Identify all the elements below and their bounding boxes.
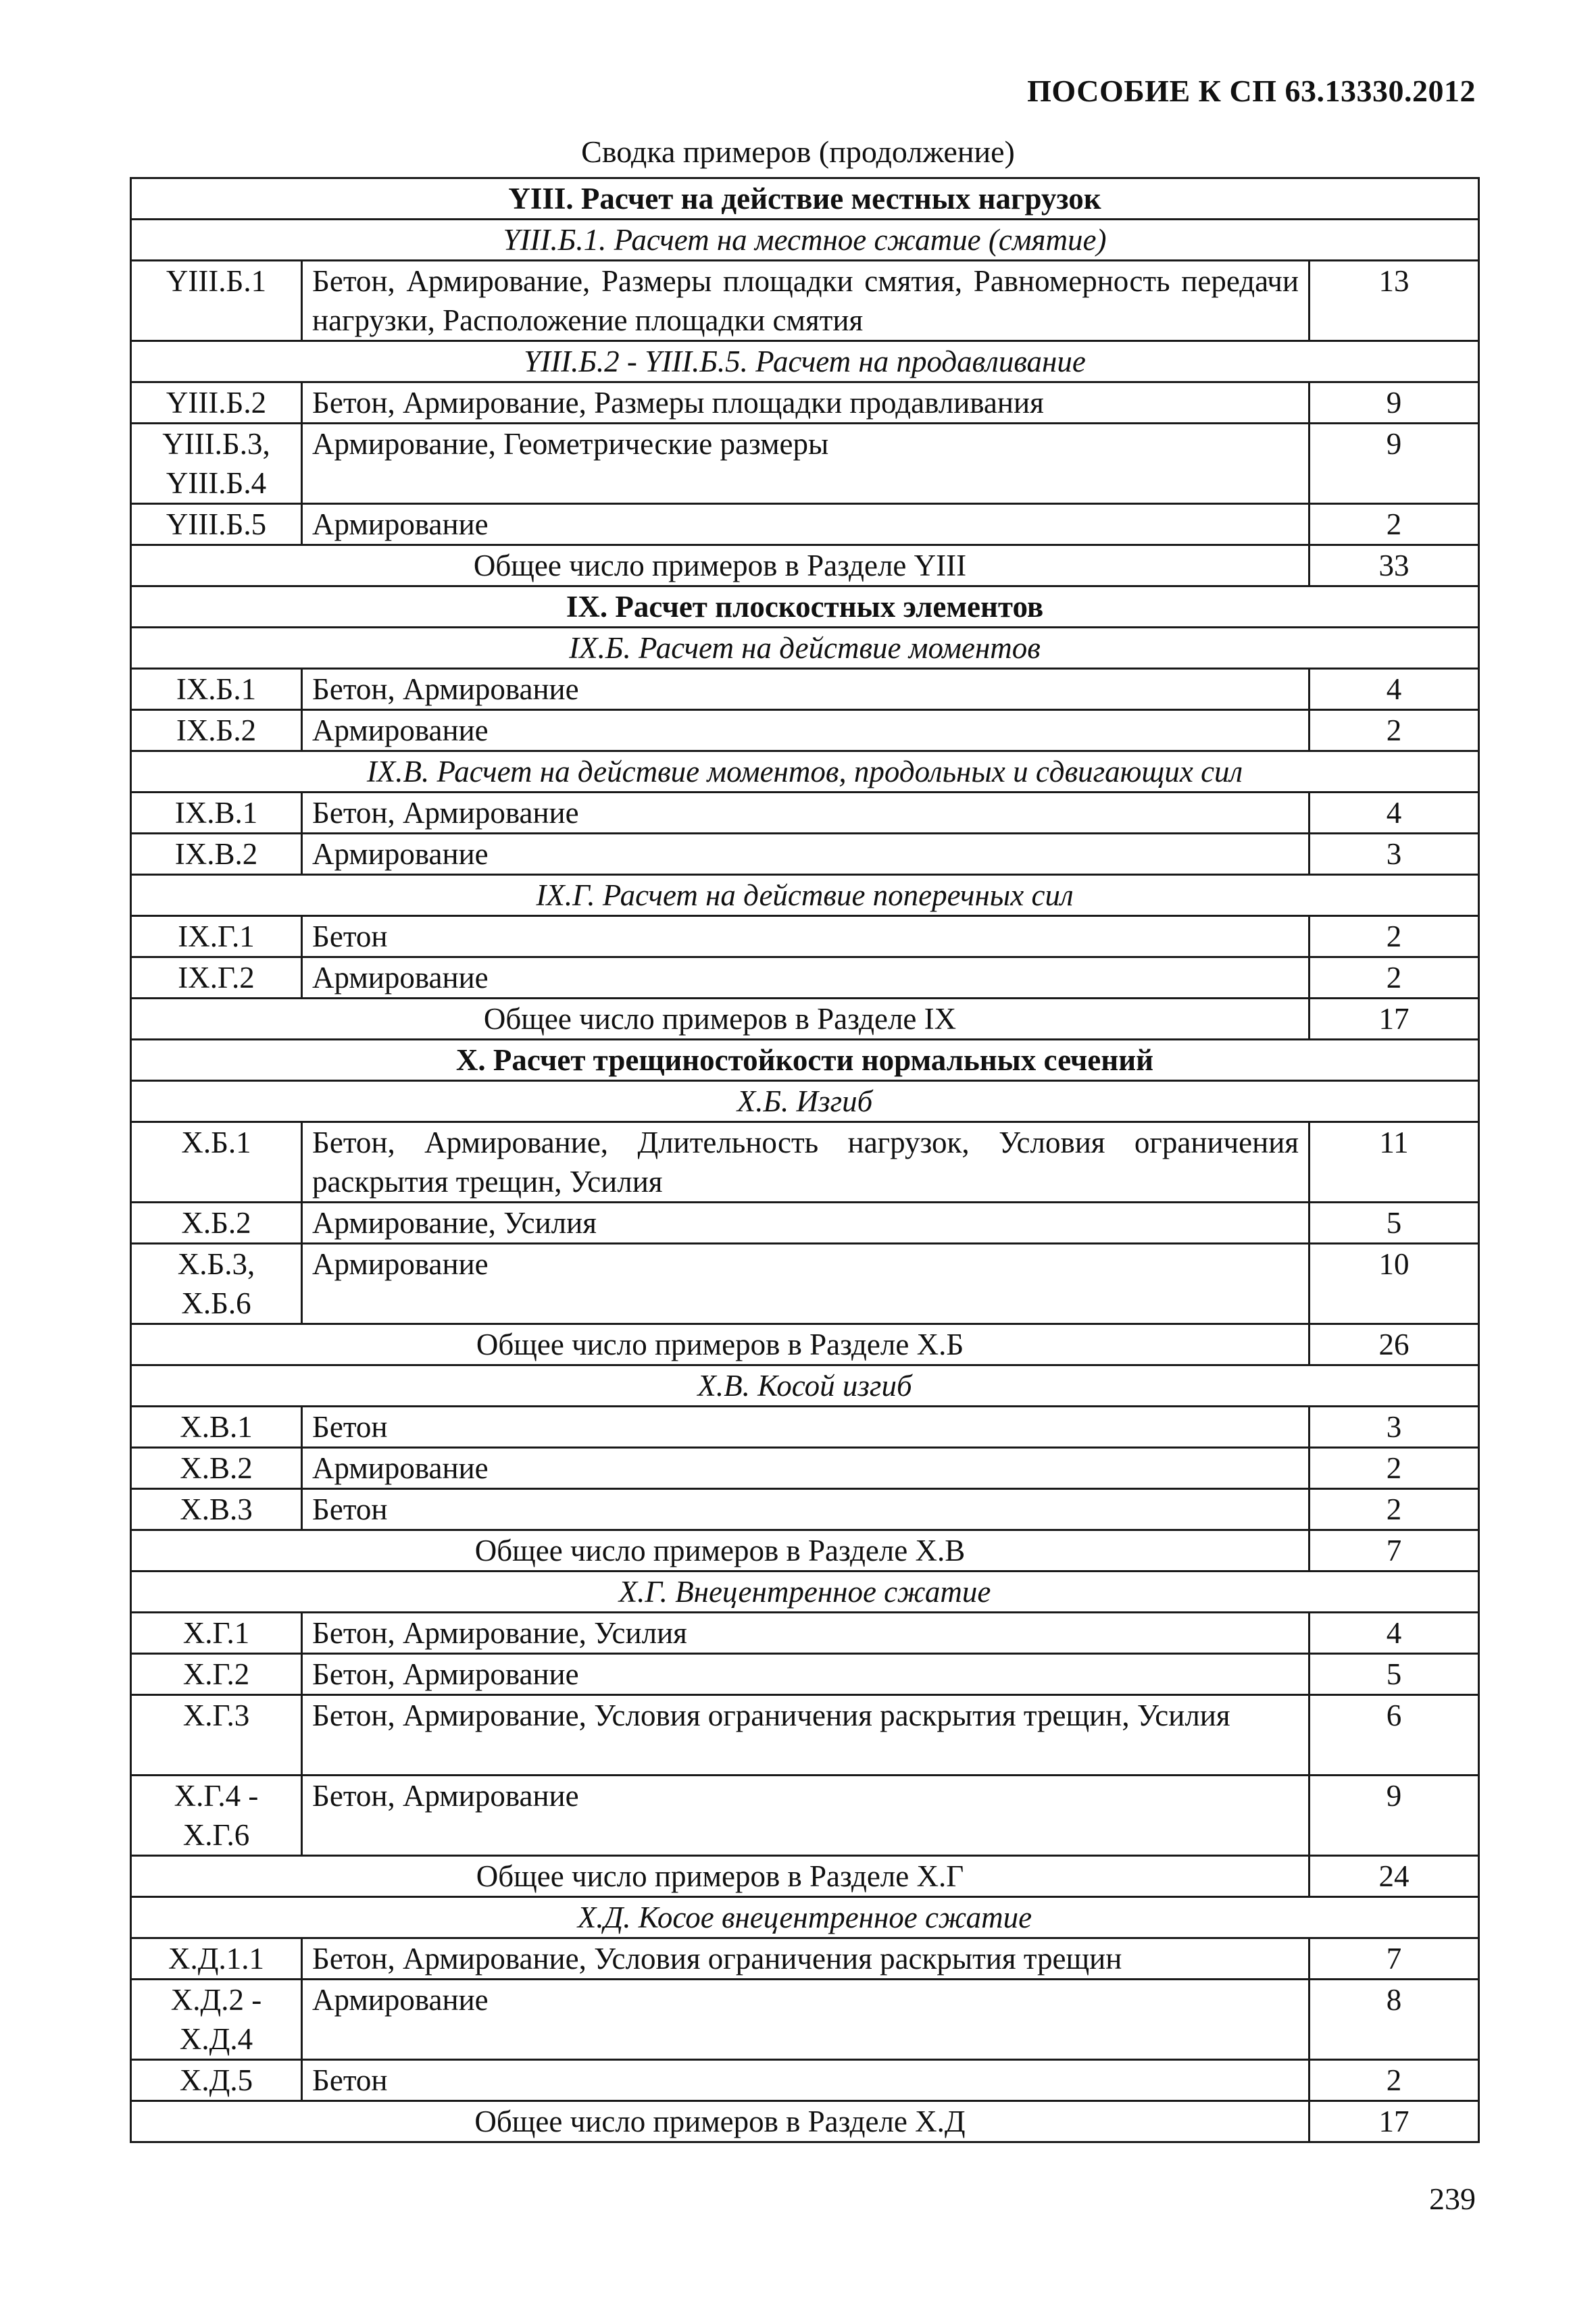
example-count: 9 — [1310, 424, 1479, 504]
example-description: Армирование, Усилия — [302, 1203, 1310, 1244]
example-description: Бетон, Армирование — [302, 1654, 1310, 1695]
example-row — [131, 504, 1479, 545]
example-row — [131, 1203, 1479, 1244]
example-count: 10 — [1310, 1244, 1479, 1324]
section-total-count: 24 — [1310, 1856, 1479, 1897]
example-row — [131, 1695, 1479, 1776]
example-description: Бетон, Армирование, Размеры площадки продавливания — [302, 382, 1310, 424]
example-count: 2 — [1310, 504, 1479, 545]
example-code: IX.Г.2 — [131, 957, 302, 999]
section-total-count: 33 — [1310, 545, 1479, 586]
section-heading: X. Расчет трещиностойкости нормальных сечений — [131, 1040, 1479, 1081]
example-count: 7 — [1310, 1938, 1479, 1980]
subsection-heading: IX.Г. Расчет на действие поперечных сил — [131, 875, 1479, 916]
example-code: X.Г.2 — [131, 1654, 302, 1695]
example-code: X.Д.5 — [131, 2060, 302, 2101]
example-description: Армирование — [302, 1980, 1310, 2060]
example-count: 4 — [1310, 1613, 1479, 1654]
subsection-heading: YIII.Б.2 - YIII.Б.5. Расчет на продавливание — [131, 341, 1479, 382]
example-row — [131, 2060, 1479, 2101]
subsection-heading-row — [131, 1081, 1479, 1122]
section-total-count: 17 — [1310, 2101, 1479, 2142]
example-row — [131, 261, 1479, 341]
example-code: IX.В.1 — [131, 793, 302, 834]
subsection-heading: X.В. Косой изгиб — [131, 1365, 1479, 1407]
example-count: 9 — [1310, 382, 1479, 424]
example-count: 2 — [1310, 916, 1479, 957]
example-count: 11 — [1310, 1122, 1479, 1203]
section-total-count: 26 — [1310, 1324, 1479, 1365]
example-row — [131, 424, 1479, 504]
example-row — [131, 1654, 1479, 1695]
example-code: YIII.Б.3, YIII.Б.4 — [131, 424, 302, 504]
section-total-label: Общее число примеров в Разделе IX — [131, 999, 1310, 1040]
examples-summary-table — [130, 177, 1480, 2143]
section-total-row — [131, 2101, 1479, 2142]
section-total-row — [131, 999, 1479, 1040]
example-code: X.Д.1.1 — [131, 1938, 302, 1980]
section-total-count: 7 — [1310, 1530, 1479, 1571]
example-count: 3 — [1310, 1407, 1479, 1448]
example-code: X.Г.1 — [131, 1613, 302, 1654]
example-description: Бетон — [302, 916, 1310, 957]
example-count: 4 — [1310, 793, 1479, 834]
section-heading-row — [131, 586, 1479, 628]
example-code: IX.В.2 — [131, 834, 302, 875]
example-description: Бетон, Армирование, Размеры площадки смятия, Равномерность передачи нагрузки, Расположение площадки смятия — [302, 261, 1310, 341]
example-count: 2 — [1310, 710, 1479, 751]
subsection-heading-row — [131, 220, 1479, 261]
example-code: IX.Б.2 — [131, 710, 302, 751]
example-description: Бетон — [302, 2060, 1310, 2101]
section-total-row — [131, 1324, 1479, 1365]
example-description: Армирование — [302, 1244, 1310, 1324]
example-row — [131, 957, 1479, 999]
example-code: X.Б.3, X.Б.6 — [131, 1244, 302, 1324]
example-count: 8 — [1310, 1980, 1479, 2060]
section-total-label: Общее число примеров в Разделе X.Г — [131, 1856, 1310, 1897]
table-body — [131, 178, 1479, 2142]
example-row — [131, 834, 1479, 875]
example-description: Бетон, Армирование, Условия ограничения раскрытия трещин — [302, 1938, 1310, 1980]
example-row — [131, 1776, 1479, 1856]
example-code: YIII.Б.5 — [131, 504, 302, 545]
section-total-row — [131, 545, 1479, 586]
example-description: Бетон, Армирование — [302, 1776, 1310, 1856]
example-description: Армирование — [302, 710, 1310, 751]
section-total-label: Общее число примеров в Разделе X.Б — [131, 1324, 1310, 1365]
example-count: 5 — [1310, 1203, 1479, 1244]
example-description: Армирование — [302, 504, 1310, 545]
example-code: X.Д.2 - X.Д.4 — [131, 1980, 302, 2060]
subsection-heading: X.Г. Внецентренное сжатие — [131, 1571, 1479, 1613]
example-count: 2 — [1310, 957, 1479, 999]
example-description: Бетон, Армирование — [302, 669, 1310, 710]
example-description: Бетон, Армирование, Условия ограничения раскрытия трещин, Усилия — [302, 1695, 1310, 1776]
subsection-heading: YIII.Б.1. Расчет на местное сжатие (смятие) — [131, 220, 1479, 261]
example-code: X.В.2 — [131, 1448, 302, 1489]
example-row — [131, 1244, 1479, 1324]
subsection-heading-row — [131, 1571, 1479, 1613]
example-code: X.Б.1 — [131, 1122, 302, 1203]
example-count: 6 — [1310, 1695, 1479, 1776]
example-description: Армирование — [302, 957, 1310, 999]
subsection-heading-row — [131, 1365, 1479, 1407]
example-count: 9 — [1310, 1776, 1479, 1856]
example-code: X.В.1 — [131, 1407, 302, 1448]
subsection-heading-row — [131, 341, 1479, 382]
section-total-label: Общее число примеров в Разделе YIII — [131, 545, 1310, 586]
document-header: ПОСОБИЕ К СП 63.13330.2012 — [1027, 74, 1476, 108]
example-description: Армирование — [302, 1448, 1310, 1489]
example-code: X.Г.3 — [131, 1695, 302, 1776]
example-count: 2 — [1310, 1489, 1479, 1530]
example-row — [131, 1613, 1479, 1654]
example-count: 4 — [1310, 669, 1479, 710]
example-description: Бетон, Армирование — [302, 793, 1310, 834]
example-count: 3 — [1310, 834, 1479, 875]
subsection-heading: IX.В. Расчет на действие моментов, продольных и сдвигающих сил — [131, 751, 1479, 793]
section-heading: YIII. Расчет на действие местных нагрузок — [131, 178, 1479, 220]
example-description: Армирование — [302, 834, 1310, 875]
example-count: 2 — [1310, 1448, 1479, 1489]
example-description: Бетон — [302, 1407, 1310, 1448]
section-total-label: Общее число примеров в Разделе X.В — [131, 1530, 1310, 1571]
section-total-count: 17 — [1310, 999, 1479, 1040]
example-count: 13 — [1310, 261, 1479, 341]
example-code: X.В.3 — [131, 1489, 302, 1530]
subsection-heading-row — [131, 1897, 1479, 1938]
example-row — [131, 916, 1479, 957]
section-heading: IX. Расчет плоскостных элементов — [131, 586, 1479, 628]
example-code: X.Г.4 - X.Г.6 — [131, 1776, 302, 1856]
table-caption: Сводка примеров (продолжение) — [581, 134, 1015, 169]
example-row — [131, 1980, 1479, 2060]
example-description: Армирование, Геометрические размеры — [302, 424, 1310, 504]
section-heading-row — [131, 178, 1479, 220]
example-row — [131, 382, 1479, 424]
section-total-label: Общее число примеров в Разделе X.Д — [131, 2101, 1310, 2142]
example-description: Бетон, Армирование, Длительность нагрузок, Условия ограничения раскрытия трещин, Усилия — [302, 1122, 1310, 1203]
page-number: 239 — [1429, 2182, 1476, 2216]
example-row — [131, 710, 1479, 751]
example-description: Бетон — [302, 1489, 1310, 1530]
example-row — [131, 1489, 1479, 1530]
example-code: X.Б.2 — [131, 1203, 302, 1244]
subsection-heading: X.Д. Косое внецентренное сжатие — [131, 1897, 1479, 1938]
example-row — [131, 793, 1479, 834]
subsection-heading: X.Б. Изгиб — [131, 1081, 1479, 1122]
example-count: 5 — [1310, 1654, 1479, 1695]
example-code: IX.Б.1 — [131, 669, 302, 710]
subsection-heading-row — [131, 628, 1479, 669]
example-row — [131, 669, 1479, 710]
example-row — [131, 1407, 1479, 1448]
example-row — [131, 1122, 1479, 1203]
example-description: Бетон, Армирование, Усилия — [302, 1613, 1310, 1654]
example-row — [131, 1448, 1479, 1489]
subsection-heading-row — [131, 751, 1479, 793]
example-code: YIII.Б.1 — [131, 261, 302, 341]
section-heading-row — [131, 1040, 1479, 1081]
section-total-row — [131, 1530, 1479, 1571]
example-count: 2 — [1310, 2060, 1479, 2101]
example-code: YIII.Б.2 — [131, 382, 302, 424]
subsection-heading-row — [131, 875, 1479, 916]
example-row — [131, 1938, 1479, 1980]
section-total-row — [131, 1856, 1479, 1897]
subsection-heading: IX.Б. Расчет на действие моментов — [131, 628, 1479, 669]
example-code: IX.Г.1 — [131, 916, 302, 957]
